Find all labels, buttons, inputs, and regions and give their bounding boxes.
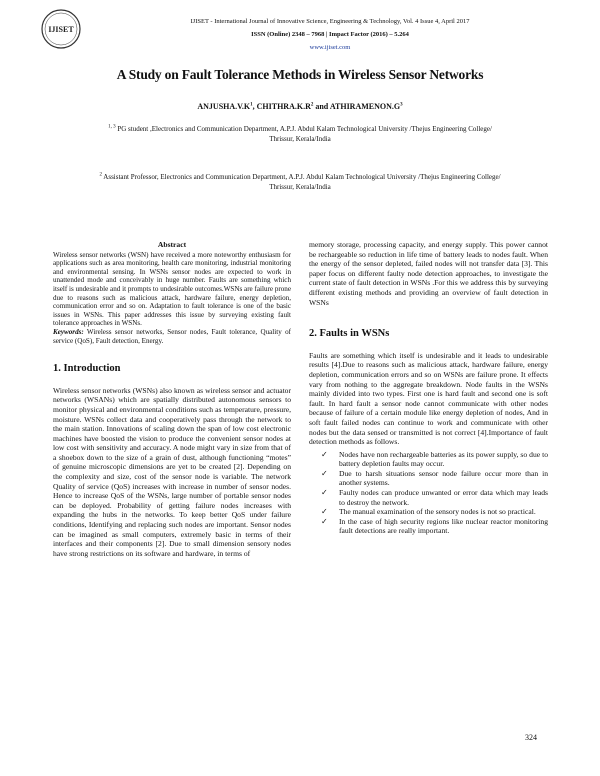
author-superscript: 1	[250, 102, 253, 108]
author-separator: ,	[252, 102, 257, 111]
list-item	[309, 517, 548, 536]
introduction-heading: 1. Introduction	[53, 363, 121, 375]
right-column	[309, 240, 548, 536]
faults-body: Faults are something which itself is undesirable and it leads to undesirable results [4].Due to reasons such as malicious attack, hardware failure, energy depletion, communication errors and so on WSNs are failure prone. It effects vary from nothing to the aggregate breakdown. Node faults in the WSNs mainly divided into two types. First one is hard fault and second one is soft fault. In hard fault a sensor node cannot communicate with other nodes because of failure of a certain module like energy depletion of nodes, And in soft fault failed nodes can continue to work and communicate with other nodes but the data sensed or transmitted is not correct [4].Importance of fault detection methods as follows.	[309, 350, 548, 447]
affiliation-2	[60, 172, 540, 192]
author-name: ANJUSHA.V.K	[197, 102, 251, 111]
journal-header-line: IJISET - International Journal of Innovative Science, Engineering & Technology, Vol. 4 Issue 4, April 2017	[190, 18, 470, 25]
affiliation-1	[60, 124, 540, 144]
journal-website-link[interactable]: www.ijiset.com	[309, 44, 351, 51]
paper-title: A Study on Fault Tolerance Methods in Wireless Sensor Networks	[116, 67, 484, 82]
left-column	[53, 240, 291, 558]
svg-text:IJISET: IJISET	[48, 25, 74, 34]
introduction-body: Wireless sensor networks (WSNs) also known as wireless sensor and actuator networks (WSANs) which are spatially distributed autonomous sensors to monitor physical and environmental conditions such as temperature, pressure, moisture. WSNs collect data and cooperatively pass through the network to the main station. Innovations of scaling down the span of low cost electronic machines have boosted the vision to produce the convenient sensor nodes at low cost with sensitivity and accuracy. A node might vary in size from that of a shoebox down to the size of a grain of dust, although functioning “motes” of genuine microscopic dimensions are yet to be created [2]. Depending on the complexity and size, cost of the sensor node is variable. The network Quality of service (QoS) increases with increase in number of sensor nodes. Hence to increase QoS of the WSNs, large number of portable sensor nodes can be deployed. Probability of getting failure nodes increases with expanding the hubs in the networks. To keep better QoS under failure conditions, Identifying and replacing such nodes are important. Sensor nodes can be imagined as small computers, extremely basic in terms of their interfaces and their components [2]. Due to small dimension sensory nodes have strong restrictions on its software and hardware, in terms of	[53, 385, 291, 558]
list-item-text: Faulty nodes can produce unwanted or error data which may leads to destroy the network.	[339, 488, 548, 507]
list-item-text: Due to harsh situations sensor node failure occur more than in another systems.	[339, 468, 548, 488]
affiliation-superscript: 2	[99, 172, 102, 178]
list-item	[309, 507, 548, 517]
list-item-text: In the case of high security regions like nuclear reactor monitoring fault detections are really important.	[339, 516, 548, 536]
checkmark-icon: ✓	[321, 488, 328, 498]
abstract-heading: Abstract	[157, 240, 187, 249]
introduction-continuation: memory storage, processing capacity, and energy supply. This power cannot be rechargeable so reduction in life time of battery leads to nodes fault. When the energy of the sensor depleted, failed nodes will not transfer data [3]. This paper focus on different faulty node detection approaches, to investigate the current state of fault detection in WSNs .For this we address this by surveying different existing methods and providing an overview of fault detection in WSNs	[309, 240, 548, 307]
checkmark-icon: ✓	[321, 507, 328, 517]
affiliation-superscript: 1, 3	[108, 124, 116, 130]
faults-heading: 2. Faults in WSNs	[309, 328, 390, 340]
affiliation-text: Assistant Professor, Electronics and Communication Department, A.P.J. Abdul Kalam Technological University /Thejus Engineering College/	[101, 173, 501, 181]
page-number: 324	[525, 733, 537, 742]
list-item-text: The manual examination of the sensory nodes is not so practical.	[339, 507, 536, 517]
affiliation-text: PG student ,Electronics and Communication Department, A.P.J. Abdul Kalam Technological University /Thejus Engineering College/	[115, 125, 492, 133]
abstract-body: Wireless sensor networks (WSN) have received a more noteworthy enthusiasm for applications such as area monitoring, health care monitoring, industrial monitoring and environmental sensing. In WSNs sensor nodes are expected to work in unattended mode and conceivably in huge number. Faults are something which itself is undesirable and it prompts to undesirable outcomes.WSNs are failure prone due to reasons such as malicious attack, hardware failure, energy depletion, communication error and so on. Adaptation to fault tolerance is one of the basic issues in WSNs. This paper addresses this issue by surveying existing fault tolerance approaches in WSNs.	[53, 250, 291, 328]
list-item	[309, 450, 548, 469]
keywords	[53, 328, 291, 345]
checkmark-icon: ✓	[321, 468, 328, 478]
author-list	[0, 102, 600, 111]
issn-line: ISSN (Online) 2348 – 7968 | Impact Factor (2016) – 5.264	[251, 31, 409, 38]
list-item	[309, 469, 548, 488]
affiliation-city: Thrissur, Kerala/India	[269, 183, 331, 191]
checkmark-icon: ✓	[321, 516, 328, 526]
author-name: CHITHRA.K.R	[256, 102, 311, 111]
list-item	[309, 488, 548, 507]
keywords-label: Keywords:	[53, 327, 84, 336]
author-separator: and	[313, 102, 330, 111]
affiliation-city: Thrissur, Kerala/India	[269, 135, 331, 143]
checkmark-icon: ✓	[321, 449, 328, 459]
fault-importance-list	[309, 450, 548, 536]
list-item-text: Nodes have non rechargeable batteries as its power supply, so due to battery depletion faults may occur.	[339, 449, 548, 469]
author-superscript: 3	[400, 102, 403, 108]
keywords-text: Wireless sensor networks, Sensor nodes, Fault tolerance, Quality of service (QoS), Fault detection, Energy.	[53, 327, 291, 345]
author-name: ATHIRAMENON.G	[329, 102, 401, 111]
author-superscript: 2	[310, 102, 314, 108]
